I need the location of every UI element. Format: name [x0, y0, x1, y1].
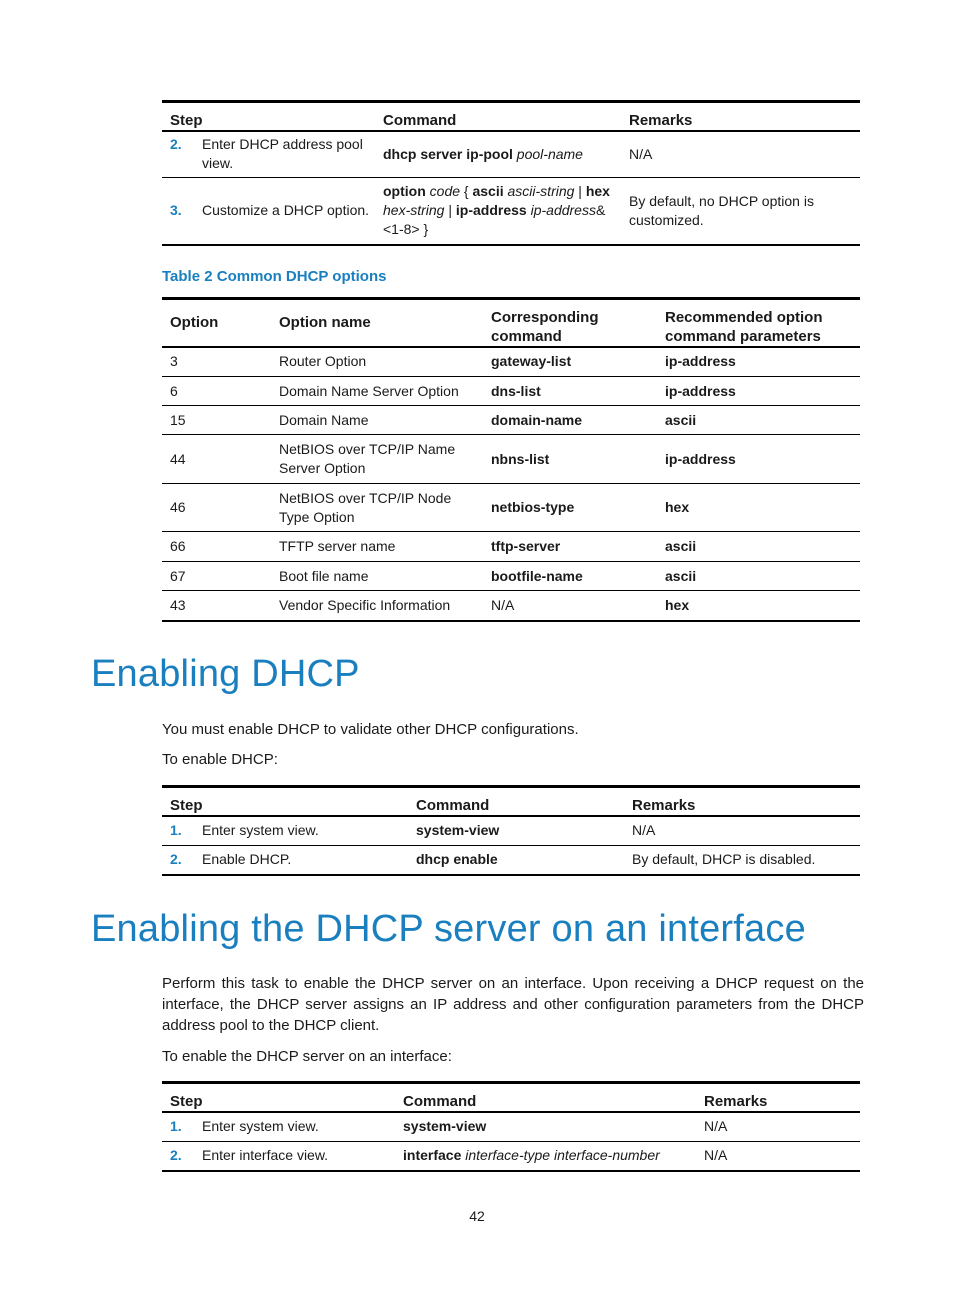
command-cell	[408, 816, 624, 845]
remarks-cell: N/A	[696, 1141, 860, 1171]
table-header-row	[162, 102, 860, 132]
paragraph: You must enable DHCP to validate other DHCP configurations.	[162, 721, 579, 738]
command-cell	[395, 1141, 696, 1171]
step-number: 1.	[170, 822, 182, 839]
header-step: Step	[162, 1083, 395, 1113]
option-name-cell: Router Option	[271, 347, 483, 377]
header-command: Command	[408, 787, 624, 817]
page-number: 42	[469, 1208, 485, 1224]
parameter-cell: ascii	[657, 532, 860, 562]
header-command: Command	[395, 1083, 696, 1113]
table-row	[162, 845, 860, 875]
table-row	[162, 347, 860, 377]
command-cell: netbios-type	[483, 484, 657, 532]
step-number: 1.	[170, 1118, 182, 1135]
remarks-cell: N/A	[696, 1112, 860, 1141]
command-segment: |	[444, 202, 456, 219]
table-row	[162, 591, 860, 621]
step-text: Enter system view.	[202, 1118, 319, 1135]
parameter-cell: hex	[657, 484, 860, 532]
step-cell	[162, 177, 375, 245]
command-segment: ascii	[472, 183, 504, 200]
header-command: Corresponding command	[483, 299, 657, 347]
step-number: 3.	[170, 202, 182, 219]
option-name-cell: Domain Name Server Option	[271, 377, 483, 406]
dhcp-options-table	[162, 297, 860, 622]
command-segment: option	[383, 183, 426, 200]
command-segment: {	[460, 183, 473, 200]
step-cell	[162, 1141, 395, 1171]
table-row	[162, 435, 860, 484]
section-title-enabling-dhcp: Enabling DHCP	[91, 653, 360, 695]
table-row	[162, 406, 860, 435]
command-segment: |	[574, 183, 586, 200]
parameter-cell: hex	[657, 591, 860, 621]
command-segment: interface	[403, 1147, 462, 1164]
command-cell	[375, 177, 621, 245]
command-segment: dhcp enable	[416, 851, 498, 868]
table-row	[162, 1141, 860, 1171]
header-remarks: Remarks	[696, 1083, 860, 1113]
table-header-row	[162, 1083, 860, 1113]
table-row	[162, 177, 860, 245]
table-row	[162, 816, 860, 845]
paragraph: Perform this task to enable the DHCP server on an interface. Upon receiving a DHCP request on the interface, the DHCP server assigns an IP address and other configuration parameters from the DHCP address pool to the DHCP client.	[162, 975, 864, 1034]
paragraph: To enable DHCP:	[162, 751, 278, 768]
command-cell: tftp-server	[483, 532, 657, 562]
command-segment: interface-type interface-number	[461, 1147, 660, 1164]
header-option: Option	[162, 299, 271, 347]
step-number: 2.	[170, 136, 182, 153]
command-segment: ip-address	[455, 202, 527, 219]
option-name-cell: NetBIOS over TCP/IP Node Type Option	[271, 484, 483, 532]
command-segment: pool-name	[512, 145, 583, 162]
step-text: Enter system view.	[202, 822, 319, 839]
option-code-cell: 6	[162, 377, 271, 406]
header-remarks: Remarks	[621, 102, 860, 132]
option-code-cell: 43	[162, 591, 271, 621]
header-command: Command	[375, 102, 621, 132]
step-cell	[162, 1112, 395, 1141]
remarks-cell: By default, no DHCP option is customized.	[621, 177, 860, 245]
option-name-cell: TFTP server name	[271, 532, 483, 562]
step-text: Enable DHCP.	[202, 851, 292, 868]
option-name-cell: Vendor Specific Information	[271, 591, 483, 621]
option-name-cell: Domain Name	[271, 406, 483, 435]
option-code-cell: 3	[162, 347, 271, 377]
command-cell	[375, 131, 621, 177]
command-segment: &<1-8> }	[383, 202, 606, 238]
parameter-cell: ascii	[657, 562, 860, 591]
step-text: Enter interface view.	[202, 1147, 329, 1164]
table-row	[162, 532, 860, 562]
table-row	[162, 484, 860, 532]
command-segment: hex-string	[383, 202, 445, 219]
option-code-cell: 66	[162, 532, 271, 562]
command-segment: hex	[585, 183, 610, 200]
command-cell: nbns-list	[483, 435, 657, 484]
command-segment: system-view	[416, 822, 500, 839]
paragraph: To enable the DHCP server on an interface:	[162, 1048, 452, 1065]
command-cell: N/A	[483, 591, 657, 621]
command-cell: gateway-list	[483, 347, 657, 377]
header-step: Step	[162, 102, 375, 132]
step-text: Customize a DHCP option.	[202, 202, 370, 219]
header-parameters: Recommended option command parameters	[657, 299, 860, 347]
enable-dhcp-steps-table	[162, 785, 860, 876]
step-cell	[162, 845, 408, 875]
header-remarks: Remarks	[624, 787, 860, 817]
header-step: Step	[162, 787, 408, 817]
command-segment: ip-address	[526, 202, 596, 219]
command-segment: code	[425, 183, 461, 200]
table-header-row	[162, 787, 860, 817]
option-code-cell: 67	[162, 562, 271, 591]
step-number: 2.	[170, 851, 182, 868]
step-cell	[162, 131, 375, 177]
section-title-enabling-dhcp-server-interface: Enabling the DHCP server on an interface	[91, 908, 806, 950]
header-option-name: Option name	[271, 299, 483, 347]
step-cell	[162, 816, 408, 845]
command-segment: ascii-string	[503, 183, 575, 200]
option-code-cell: 46	[162, 484, 271, 532]
option-name-cell: Boot file name	[271, 562, 483, 591]
option-name-cell: NetBIOS over TCP/IP Name Server Option	[271, 435, 483, 484]
parameter-cell: ascii	[657, 406, 860, 435]
option-code-cell: 15	[162, 406, 271, 435]
table-row	[162, 1112, 860, 1141]
command-segment: system-view	[403, 1118, 487, 1135]
command-cell	[395, 1112, 696, 1141]
remarks-cell: By default, DHCP is disabled.	[624, 845, 860, 875]
table-row	[162, 131, 860, 177]
table-header-row	[162, 299, 860, 347]
table-row	[162, 377, 860, 406]
command-cell: domain-name	[483, 406, 657, 435]
command-cell	[408, 845, 624, 875]
command-segment: dhcp server ip-pool	[383, 145, 513, 162]
step-number: 2.	[170, 1147, 182, 1164]
command-cell: dns-list	[483, 377, 657, 406]
remarks-cell: N/A	[621, 131, 860, 177]
pool-steps-table	[162, 100, 860, 246]
step-text: Enter DHCP address pool view.	[202, 136, 363, 172]
remarks-cell: N/A	[624, 816, 860, 845]
parameter-cell: ip-address	[657, 377, 860, 406]
parameter-cell: ip-address	[657, 347, 860, 377]
table-row	[162, 562, 860, 591]
command-cell: bootfile-name	[483, 562, 657, 591]
enable-dhcp-server-interface-steps-table	[162, 1081, 860, 1172]
option-code-cell: 44	[162, 435, 271, 484]
table-caption: Table 2 Common DHCP options	[162, 268, 387, 285]
parameter-cell: ip-address	[657, 435, 860, 484]
